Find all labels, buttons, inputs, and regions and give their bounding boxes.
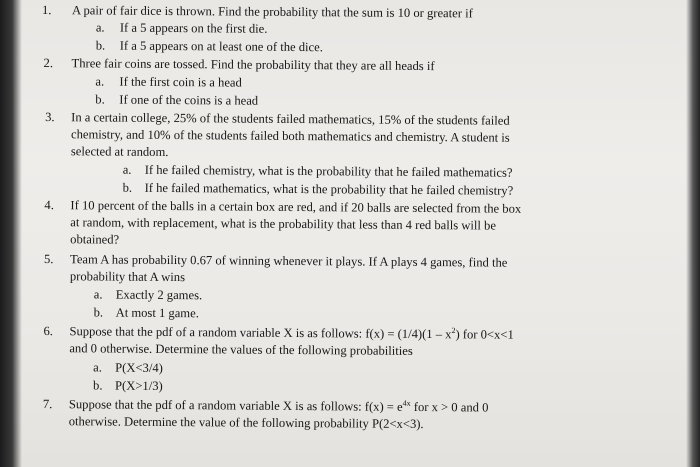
q2b-label: b. xyxy=(95,92,105,107)
q6-exponent: 2 xyxy=(451,326,456,336)
q5-number: 5. xyxy=(43,252,54,267)
q2-number: 2. xyxy=(43,56,54,71)
q1a-text: If a 5 appears on the first die. xyxy=(119,20,268,36)
q5-line1: Team A has probability 0.67 of winning whenever it plays. If A plays 4 games, find the xyxy=(69,252,508,270)
q5b-label: b. xyxy=(93,305,104,320)
q3-number: 3. xyxy=(45,110,55,125)
q6-line1-tail: ) for 0<x<1 xyxy=(455,327,514,342)
q6-line1 xyxy=(69,324,513,342)
q1b-text: If a 5 appears on at least one of the dice. xyxy=(119,38,323,55)
q7-number: 7. xyxy=(42,397,53,412)
q6b-text: P(X>1/3) xyxy=(114,378,163,393)
q2a-text: If the first coin is a head xyxy=(119,74,242,90)
q6-line1-main: Suppose that the pdf of a random variable X is as follows: f(x) = (1/4)(1 – x xyxy=(69,324,452,342)
q6a-text: P(X<3/4) xyxy=(115,360,163,375)
q1-text: A pair of fair dice is thrown. Find the probability that the sum is 10 or greater if xyxy=(71,3,473,21)
q3b-label: b. xyxy=(122,180,133,195)
q7-line2: otherwise. Determine the value of the following probability P(2<x<3). xyxy=(68,414,424,432)
q4-line2: at random, with replacement, what is the probability that less than 4 red balls will be xyxy=(70,215,497,233)
q2b-text: If one of the coins is a head xyxy=(119,92,259,108)
q6a-label: a. xyxy=(93,360,102,375)
q4-number: 4. xyxy=(44,198,54,213)
q5a-text: Exactly 2 games. xyxy=(115,287,203,303)
q1-number: 1. xyxy=(41,3,52,18)
q2a-label: a. xyxy=(95,74,105,89)
q7-line1-main: Suppose that the pdf of a random variable X is as follows: f(x) = e xyxy=(68,397,403,414)
q3-line3: selected at random. xyxy=(70,144,169,160)
q7-line1-tail: for x > 0 and 0 xyxy=(410,399,489,415)
q3a-label: a. xyxy=(122,162,132,177)
q7-line1 xyxy=(69,397,489,415)
q6-number: 6. xyxy=(43,324,53,339)
q6-line2: and 0 otherwise. Determine the values of the following probabilities xyxy=(69,341,413,358)
q7-exponent: 4x xyxy=(402,398,411,408)
q3b-text: If he failed mathematics, what is the probability that he failed chemistry? xyxy=(144,180,514,198)
q4-line3: obtained? xyxy=(70,232,120,247)
q6b-label: b. xyxy=(92,378,103,393)
q5-line2: probability that A wins xyxy=(69,269,186,285)
q1a-label: a. xyxy=(95,20,105,35)
q3-line2: chemistry, and 10% of the students failed both mathematics and chemistry. A student is xyxy=(70,127,510,145)
q4-line1: If 10 percent of the balls in a certain box are red, and if 20 balls are selected from the box xyxy=(70,198,522,216)
q1b-label: b. xyxy=(95,38,106,53)
q5a-label: a. xyxy=(93,287,103,302)
q2-text: Three fair coins are tossed. Find the probability that they are all heads if xyxy=(71,56,435,74)
q5b-text: At most 1 game. xyxy=(115,305,199,321)
q3-line1: In a certain college, 25% of the students failed mathematics, 15% of the students failed xyxy=(71,110,510,128)
q3a-text: If he failed chemistry, what is the probability that he failed mathematics? xyxy=(144,162,513,180)
